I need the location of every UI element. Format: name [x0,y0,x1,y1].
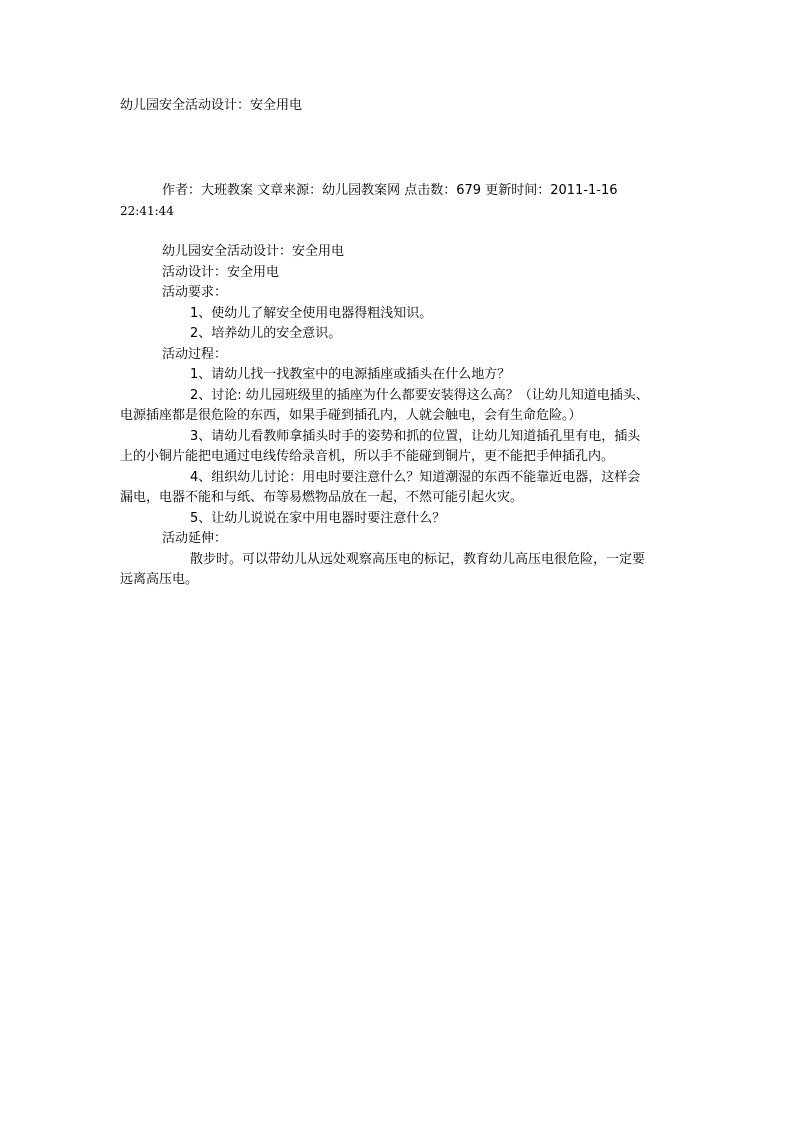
process-heading: 活动过程： [162,346,228,362]
document-title: 幼儿园安全活动设计：安全用电 [120,98,303,113]
extension-heading: 活动延伸： [162,531,228,546]
extension-text: 散步时。可以带幼儿从远处观察高压电的标记，教育幼儿高压电很危险，一定要 [190,551,646,567]
process-item: 5、让幼儿说说在家中用电器时要注意什么？ [190,510,446,526]
article-body [120,242,676,591]
meta-author-line: 作者：大班教案 文章来源：幼儿园教案网 点击数：679 更新时间：2011-1-16 [162,183,618,198]
process-item: 1、请幼儿找一找教室中的电源插座或插头在什么地方？ [190,367,511,382]
process-item: 2、讨论: 幼儿园班级里的插座为什么都要安装得这么高？（让幼儿知道电插头、 [190,387,649,403]
requirement-item: 1、使幼儿了解安全使用电器得粗浅知识。 [190,305,433,321]
activity-design-line: 活动设计：安全用电 [162,264,280,280]
extension-text-cont: 远离高压电。 [120,572,199,587]
process-item-cont: 漏电，电器不能和与纸、布等易燃物品放在一起，不然可能引起火灾。 [120,490,524,505]
process-item: 4、组织幼儿讨论：用电时要注意什么？知道潮湿的东西不能靠近电器，这样会 [190,469,641,485]
requirement-item: 2、培养幼儿的安全意识。 [190,326,342,341]
body-heading: 幼儿园安全活动设计：安全用电 [162,244,345,259]
process-item: 3、请幼儿看教师拿插头时手的姿势和抓的位置，让幼儿知道插孔里有电，插头 [190,428,641,444]
requirements-heading: 活动要求： [162,285,228,300]
process-item-cont: 电源插座都是很危险的东西，如果手碰到插孔内，人就会触电，会有生命危险。） [120,408,582,423]
article-meta [120,181,676,221]
meta-update-time: 22:41:44 [120,204,174,218]
process-item-cont: 上的小铜片能把电通过电线传给录音机，所以手不能碰到铜片，更不能把手伸插孔内。 [120,449,615,464]
